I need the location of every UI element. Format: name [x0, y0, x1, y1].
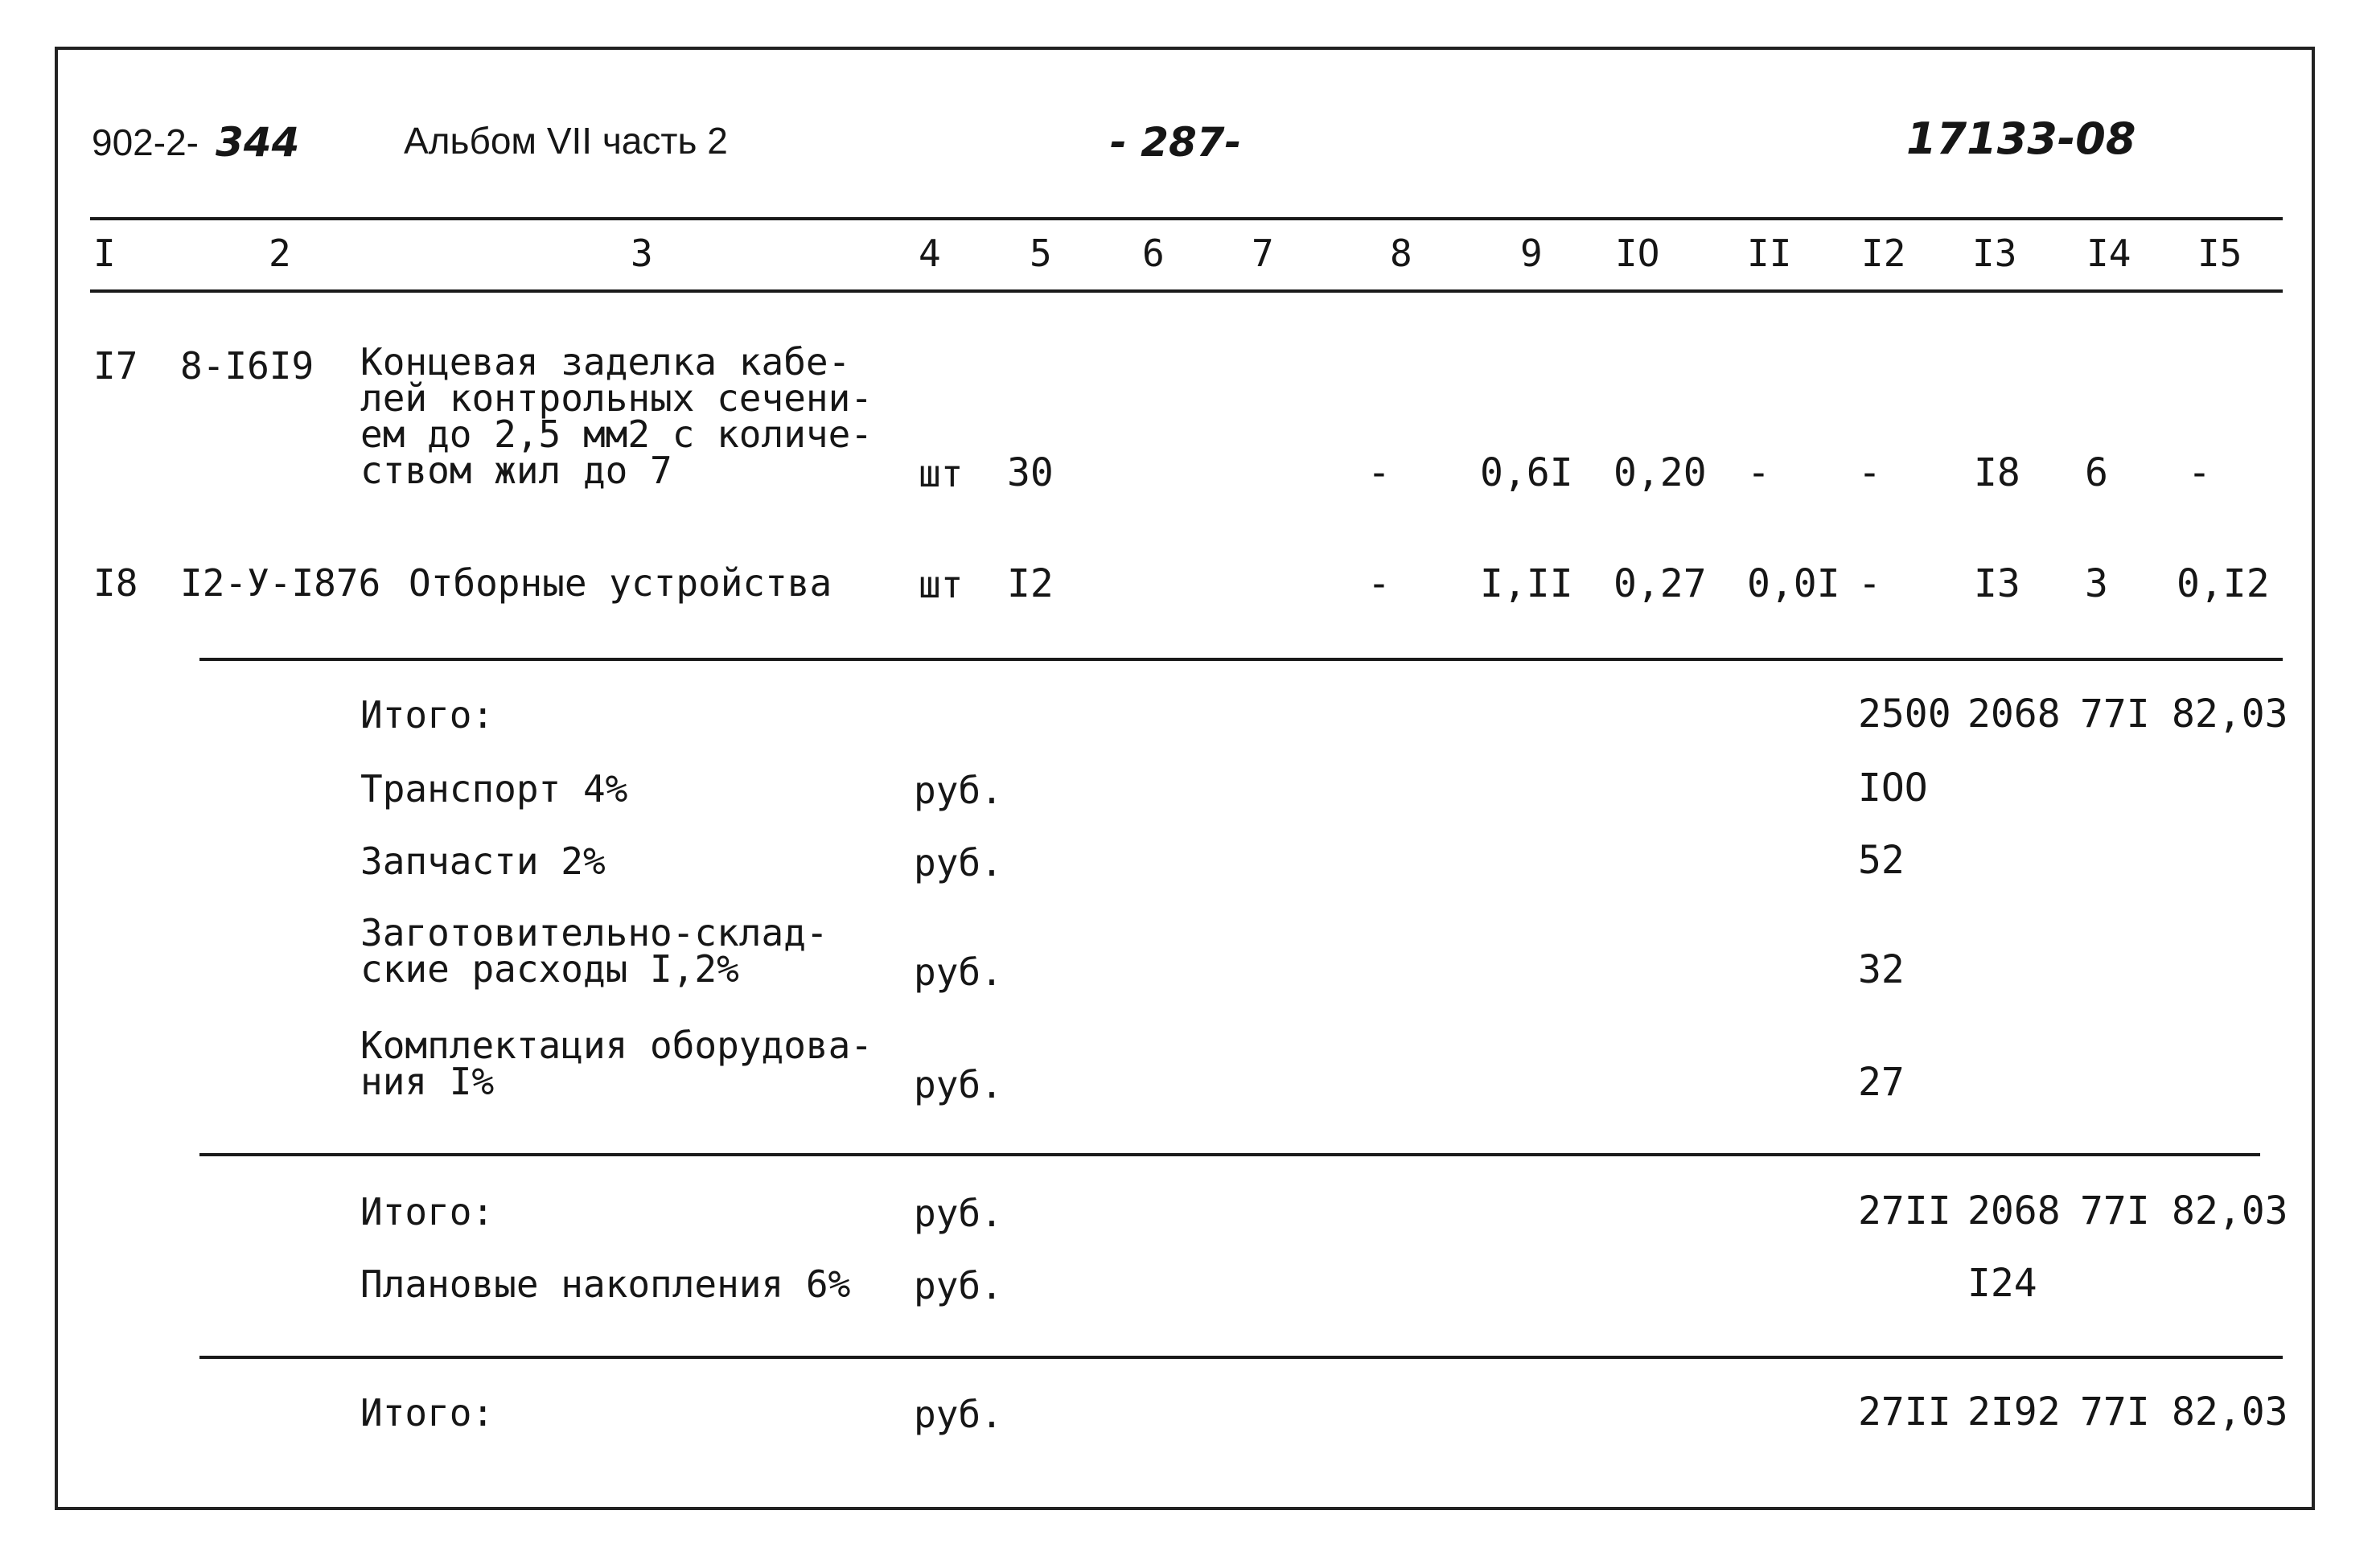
- col-header-13: I3: [1972, 232, 2017, 275]
- charge-label: Запчасти 2%: [360, 839, 606, 883]
- row-number: I7: [93, 344, 138, 388]
- col-header-12: I2: [1861, 232, 1906, 275]
- summary-col14: 77I: [2080, 1389, 2150, 1435]
- col-header-9: 9: [1520, 232, 1543, 275]
- col-header-14: I4: [2086, 232, 2131, 275]
- page-number: - 287-: [1110, 119, 1242, 166]
- summary-col12: 2500: [1858, 692, 1951, 737]
- row-col8: -: [1367, 450, 1391, 495]
- rule-top: [90, 217, 2283, 220]
- col-header-7: 7: [1252, 232, 1274, 275]
- sheet-code: 17133-08: [1906, 113, 2136, 164]
- charge-value: 27: [1858, 1060, 1905, 1105]
- row-col10: 0,27: [1613, 561, 1707, 606]
- charge-label: Транспорт 4%: [360, 767, 628, 811]
- summary-col13: 2068: [1967, 1188, 2061, 1233]
- row-col8: -: [1367, 561, 1391, 606]
- row-unit: шт: [919, 452, 964, 495]
- col-header-11: II: [1747, 232, 1792, 275]
- col-header-5: 5: [1030, 232, 1052, 275]
- summary-col15: 82,03: [2172, 1389, 2288, 1435]
- row-col13: I8: [1974, 450, 2020, 495]
- row-quantity: 30: [1007, 450, 1054, 495]
- summary-col13: 2I92: [1967, 1389, 2061, 1435]
- col-header-10: IO: [1615, 232, 1660, 275]
- summary-unit: руб.: [914, 1393, 1003, 1436]
- summary-col13: 2068: [1967, 692, 2061, 737]
- row-col13: I3: [1974, 561, 2020, 606]
- charge-unit: руб.: [914, 1063, 1003, 1106]
- row-col11: 0,0I: [1747, 561, 1840, 606]
- doc-code-prefix: 902-2-: [92, 121, 199, 163]
- col-header-3: 3: [631, 232, 653, 275]
- planned-col13: I24: [1967, 1261, 2037, 1306]
- summary-col15: 82,03: [2172, 692, 2288, 737]
- row-quantity: I2: [1007, 561, 1054, 606]
- rule-summary-3: [199, 1356, 2283, 1359]
- summary-col15: 82,03: [2172, 1188, 2288, 1233]
- summary-col14: 77I: [2080, 1188, 2150, 1233]
- summary-label: Итого:: [360, 1190, 495, 1233]
- col-header-4: 4: [919, 232, 941, 275]
- album-title: Альбом VII часть 2: [404, 120, 728, 162]
- col-header-15: I5: [2197, 232, 2242, 275]
- row-col10: 0,20: [1613, 450, 1707, 495]
- summary-unit: руб.: [914, 1192, 1003, 1235]
- rule-summary-1: [199, 658, 2283, 661]
- col-header-6: 6: [1142, 232, 1165, 275]
- charge-unit: руб.: [914, 950, 1003, 994]
- row-col14: 6: [2085, 450, 2108, 495]
- charge-value: IOO: [1858, 766, 1928, 811]
- summary-col12: 27II: [1858, 1188, 1951, 1233]
- row-col11: -: [1747, 450, 1770, 495]
- row-col15: -: [2188, 450, 2211, 495]
- rule-summary-2: [199, 1153, 2260, 1156]
- summary-col12: 27II: [1858, 1389, 1951, 1435]
- row-col9: I,II: [1480, 561, 1573, 606]
- row-description: Концевая заделка кабе- лей контрольных сечени- ем до 2,5 мм2 с количе- ством жил до 7: [360, 340, 873, 492]
- summary-label: Итого:: [360, 693, 495, 737]
- row-unit: шт: [919, 563, 964, 606]
- col-header-1: I: [93, 232, 116, 275]
- row-col9: 0,6I: [1480, 450, 1573, 495]
- row-code: I2-У-I876: [180, 561, 381, 605]
- charge-label: Заготовительно-склад- ские расходы I,2%: [360, 911, 828, 991]
- row-code: 8-I6I9: [180, 344, 314, 388]
- charge-label: Комплектация оборудова- ния I%: [360, 1024, 873, 1103]
- planned-label: Плановые накопления 6%: [360, 1262, 851, 1306]
- row-col14: 3: [2085, 561, 2108, 606]
- charge-unit: руб.: [914, 769, 1003, 812]
- charge-value: 32: [1858, 947, 1905, 992]
- charge-unit: руб.: [914, 841, 1003, 885]
- col-header-8: 8: [1390, 232, 1412, 275]
- row-number: I8: [93, 561, 138, 605]
- row-description: Отборные устройства: [409, 561, 832, 605]
- summary-label: Итого:: [360, 1391, 495, 1435]
- row-col12: -: [1858, 450, 1881, 495]
- row-col12: -: [1858, 561, 1881, 606]
- charge-value: 52: [1858, 838, 1905, 883]
- row-col15: 0,I2: [2177, 561, 2270, 606]
- planned-unit: руб.: [914, 1264, 1003, 1307]
- col-header-2: 2: [269, 232, 291, 275]
- rule-below-columns: [90, 289, 2283, 293]
- doc-code-handwritten: 344: [216, 119, 300, 166]
- summary-col14: 77I: [2080, 692, 2150, 737]
